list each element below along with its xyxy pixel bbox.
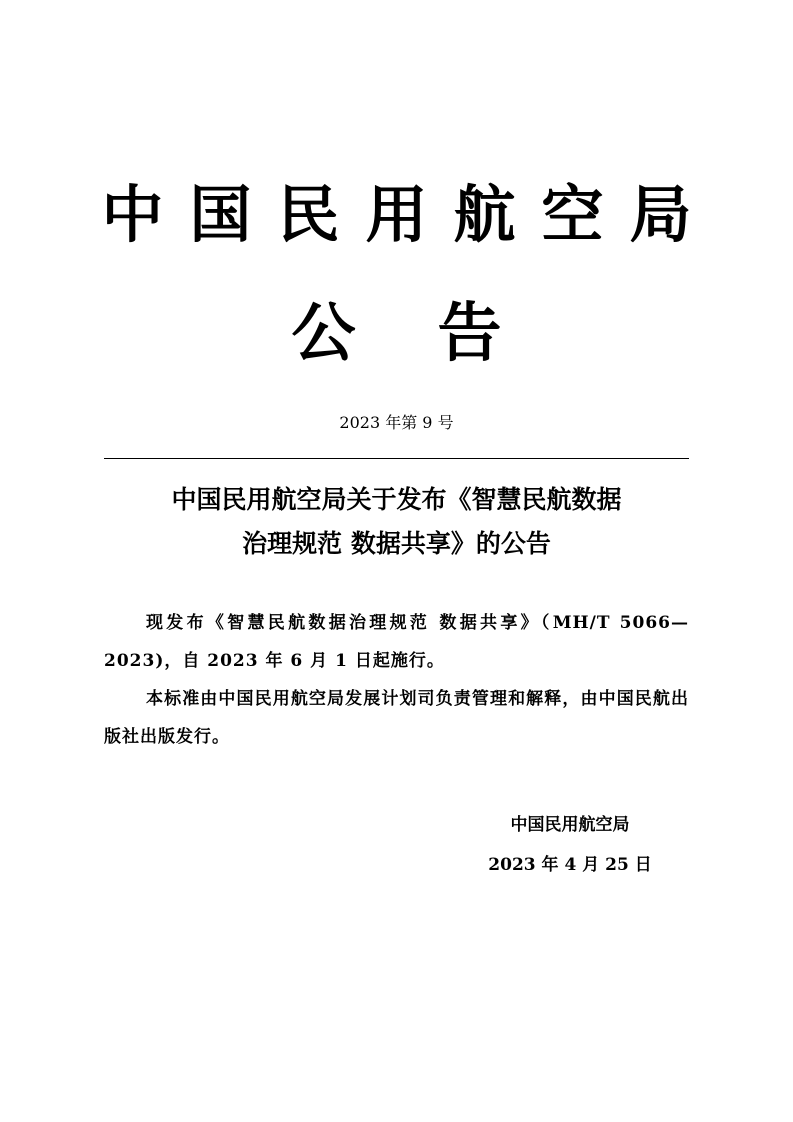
body-paragraph-1: 现发布《智慧民航数据治理规范 数据共享》（MH/T 5066—2023)，自 2023 年 6 月 1 日起施行。 <box>104 613 689 671</box>
header-divider <box>104 458 689 459</box>
agency-title: 中国民用航空局 <box>101 178 718 251</box>
body-paragraph-2: 本标准由中国民用航空局发展计划司负责管理和解释，由中国民航出版社出版发行。 <box>104 689 689 747</box>
signature-block <box>470 805 670 885</box>
issue-date: 2023 年 4 月 25 日 <box>488 855 652 875</box>
notice-title <box>104 478 689 566</box>
issuer-name: 中国民用航空局 <box>510 815 630 835</box>
document-number: 2023 年第 9 号 <box>339 413 454 432</box>
notice-body <box>104 604 689 756</box>
notice-title-line-2: 治理规范 数据共享》的公告 <box>242 529 551 558</box>
document-type-heading: 公告 <box>291 296 584 371</box>
notice-title-line-1: 中国民用航空局关于发布《智慧民航数据 <box>171 485 622 514</box>
